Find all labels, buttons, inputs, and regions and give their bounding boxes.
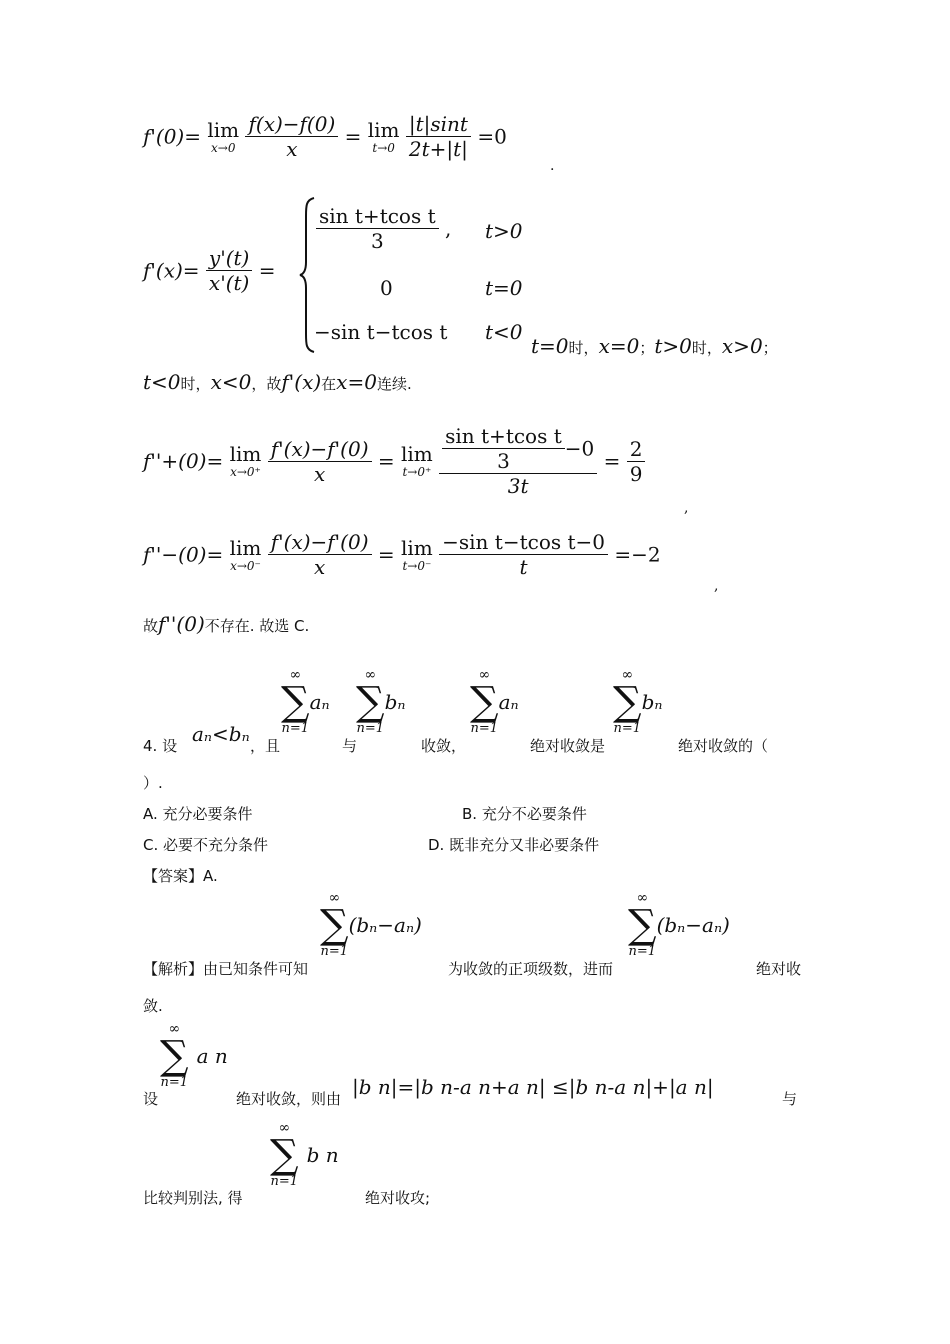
eq4-lim-sub: x→0⁻	[230, 558, 261, 573]
option-d: D. 既非充分又非必要条件	[428, 836, 600, 854]
eq4-equals: =	[377, 542, 395, 567]
cont-c3: t>0	[654, 334, 692, 358]
eq2-num: y'(t)	[208, 246, 250, 270]
analysis-w3: 敛.	[143, 997, 163, 1015]
concl-w2: 不存在. 故选 C.	[204, 617, 310, 635]
analysis-l2-pre: 设	[143, 1090, 159, 1108]
eq2-case1-comma: ,	[445, 216, 452, 241]
eq3-lhs: f''+(0)=	[143, 449, 224, 473]
eq1-num1: f(x)−f(0)	[248, 112, 336, 136]
cont-c2: x=0	[598, 334, 640, 358]
analysis-w1: 为收敛的正项级数，进而	[448, 960, 614, 978]
eq4-den2: t	[439, 554, 608, 579]
question-4-w2: 与	[342, 737, 358, 755]
eq2-equals: =	[258, 258, 276, 283]
analysis-l2-w2: 与	[782, 1090, 798, 1108]
eq3-num1: f'(x)−f'(0)	[270, 436, 369, 461]
equation-f-prime-0	[143, 112, 507, 161]
eq2-case2-cond: t=0	[485, 276, 523, 300]
q4-sum-4	[613, 668, 662, 736]
eq2-case1-num: sin t+tcos t	[319, 204, 436, 228]
eq2-case3-val: −sin t−tcos t	[314, 320, 448, 344]
eq1-limit-1	[207, 119, 239, 155]
eq3-lim-word-2: lim	[401, 442, 433, 466]
analysis-label: 【解析】由已知条件可知	[143, 960, 309, 978]
eq2-case1-cond: t>0	[485, 219, 523, 243]
cont-c8: x=0	[336, 370, 377, 394]
eq3-fraction-1	[268, 437, 372, 486]
q4-sum3-sigma: ∞ ∑ n=1	[470, 667, 499, 736]
analysis-sum2-term: (bₙ−aₙ)	[656, 913, 730, 937]
q4-sum4-term: bₙ	[641, 690, 663, 714]
eq3-rhs-num: 2	[629, 436, 643, 461]
eq3-den1: x	[268, 461, 372, 486]
eq1-lim-word: lim	[207, 117, 240, 142]
cont-c1: t=0	[531, 334, 569, 358]
analysis-sum3-term: a n	[196, 1044, 228, 1068]
q4-sum4-sigma: ∞ ∑ n=1	[613, 667, 642, 736]
q4-sum-3	[470, 668, 519, 736]
analysis-sum1-sigma: ∞ ∑ n=1	[320, 890, 349, 959]
option-b: B. 充分不必要条件	[462, 805, 587, 823]
question-4-w6: ）.	[143, 774, 163, 792]
eq4-rhs: =−2	[614, 542, 661, 567]
cont-w4: 故	[266, 375, 282, 393]
eq4-comma: ,	[714, 578, 719, 594]
eq3-limit-1	[230, 443, 262, 479]
question-4-prefix: 4. 设	[143, 737, 178, 755]
eq3-lim-sub: x→0⁺	[230, 465, 261, 479]
analysis-sum4-term: b n	[306, 1143, 339, 1167]
cont-c4: x>0	[721, 334, 763, 358]
eq1-num2: |t|sint	[408, 112, 468, 136]
eq2-case1-frac	[316, 204, 439, 253]
equation-f-prime-x	[143, 246, 275, 295]
cont-w6: 连续.	[376, 375, 412, 393]
eq4-lim-word-2: lim	[401, 535, 433, 560]
eq1-lim-word-2: lim	[367, 117, 400, 142]
q4-sum-2	[356, 668, 405, 736]
analysis-sum-1	[320, 891, 422, 959]
eq2-case3-cond: t<0	[485, 320, 523, 344]
eq4-den1: x	[268, 554, 372, 579]
analysis-sum-4	[270, 1121, 339, 1189]
q4-sum2-sigma: ∞ ∑ n=1	[356, 667, 385, 736]
q4-sum-1	[281, 668, 330, 736]
eq1-lhs: f'(0)=	[143, 124, 201, 149]
eq1-fraction-1	[245, 112, 338, 161]
eq1-fraction-2	[406, 112, 471, 161]
question-4-w4: 绝对收敛是	[530, 737, 606, 755]
option-a: A. 充分必要条件	[143, 805, 253, 823]
eq2-case2-val: 0	[380, 276, 393, 300]
analysis-w2: 绝对收	[756, 960, 802, 978]
cont-c6: x<0	[210, 370, 252, 394]
q4-sum3-term: aₙ	[498, 690, 519, 714]
eq4-fraction-1	[268, 530, 372, 579]
eq1-lim-sub-2: t→0	[372, 140, 395, 155]
continuity-line-2: t<0时，x<0，故f'(x)在x=0连续.	[143, 370, 412, 394]
analysis-sum-3	[160, 1022, 228, 1090]
eq1-den1: x	[245, 136, 338, 161]
eq2-lhs: f'(x)=	[143, 258, 200, 283]
q4-sum2-term: bₙ	[384, 690, 406, 714]
concl-expr: f''(0)	[158, 612, 205, 636]
analysis-sum-2	[628, 891, 730, 959]
option-c: C. 必要不充分条件	[143, 836, 269, 854]
eq1-den2: 2t+|t|	[406, 136, 471, 161]
eq3-minus0: −0	[564, 436, 595, 461]
answer-line: 【答案】A.	[143, 867, 218, 885]
eq4-lhs: f''−(0)=	[143, 542, 224, 567]
eq4-fraction-2	[439, 530, 608, 579]
eq3-big-den: 3t	[439, 473, 597, 498]
equation-right-derivative	[143, 424, 645, 498]
question-4-w5: 绝对收敛的（	[678, 737, 769, 755]
cont-c7: f'(x)	[281, 370, 322, 394]
cont-sep1: ；	[639, 339, 655, 357]
cont-w2: 时	[691, 339, 707, 357]
eq4-limit-2	[401, 537, 433, 573]
eq1-dot: .	[550, 158, 555, 174]
cont-w5: 在	[321, 375, 337, 393]
eq3-rhs-eq: =	[603, 449, 621, 473]
eq3-rhs-den: 9	[627, 461, 646, 486]
analysis-l2-w1: 绝对收敛，则由	[236, 1090, 342, 1108]
concl-w1: 故	[143, 617, 159, 635]
cont-w3: 时	[180, 375, 196, 393]
question-4-w3: 收敛，	[421, 737, 467, 755]
continuity-line-1: t=0时，x=0；t>0时，x>0；	[531, 334, 778, 358]
analysis-sum4-sigma: ∞ ∑ n=1	[270, 1120, 299, 1189]
eq3-lim-sub-2: t→0⁺	[402, 465, 432, 479]
eq3-inner-frac	[442, 424, 565, 473]
eq2-case-1	[316, 204, 451, 253]
eq3-lim-word: lim	[229, 442, 262, 466]
eq4-limit-1	[230, 537, 262, 573]
cont-w1: 时	[568, 339, 584, 357]
question-4-cond: aₙ<bₙ	[192, 722, 250, 746]
eq4-lim-sub-2: t→0⁻	[402, 558, 432, 573]
analysis-sum2-sigma: ∞ ∑ n=1	[628, 890, 657, 959]
question-4-w1: ，且	[250, 737, 281, 755]
eq2-case1-den: 3	[316, 228, 439, 253]
eq3-big-num	[439, 424, 597, 473]
analysis-inequality: |b n|=|b n-a n+a n| ≤|b n-a n|+|a n|	[352, 1075, 714, 1099]
eq1-equals: =	[344, 124, 362, 149]
cont-sep2: ；	[762, 339, 778, 357]
eq3-limit-2	[401, 443, 433, 479]
eq3-equals: =	[377, 449, 395, 473]
eq4-num2: −sin t−tcos t−0	[442, 530, 605, 554]
eq1-lim-sub: x→0	[211, 140, 236, 155]
eq4-num1: f'(x)−f'(0)	[270, 530, 369, 554]
eq3-comma: ,	[684, 500, 689, 516]
eq3-inner-den: 3	[442, 448, 565, 473]
analysis-l3-w: 绝对收攻;	[365, 1189, 431, 1207]
eq3-rhs-frac	[627, 437, 646, 486]
eq1-limit-2	[368, 119, 400, 155]
equation-left-derivative	[143, 530, 661, 579]
q4-sum1-term: aₙ	[309, 690, 330, 714]
eq1-rhs: =0	[477, 124, 507, 149]
analysis-sum1-term: (bₙ−aₙ)	[348, 913, 422, 937]
cont-c5: t<0	[143, 370, 181, 394]
eq3-big-fraction	[439, 424, 597, 498]
eq3-inner-num: sin t+tcos t	[445, 424, 562, 448]
analysis-sum3-sigma: ∞ ∑ n=1	[160, 1021, 189, 1090]
q4-sum1-sigma: ∞ ∑ n=1	[281, 667, 310, 736]
eq4-lim-word: lim	[229, 535, 262, 560]
eq2-fraction	[206, 246, 252, 295]
eq2-den: x'(t)	[206, 270, 252, 295]
conclusion-line	[143, 612, 309, 636]
analysis-l3-pre: 比较判别法, 得	[143, 1189, 243, 1207]
